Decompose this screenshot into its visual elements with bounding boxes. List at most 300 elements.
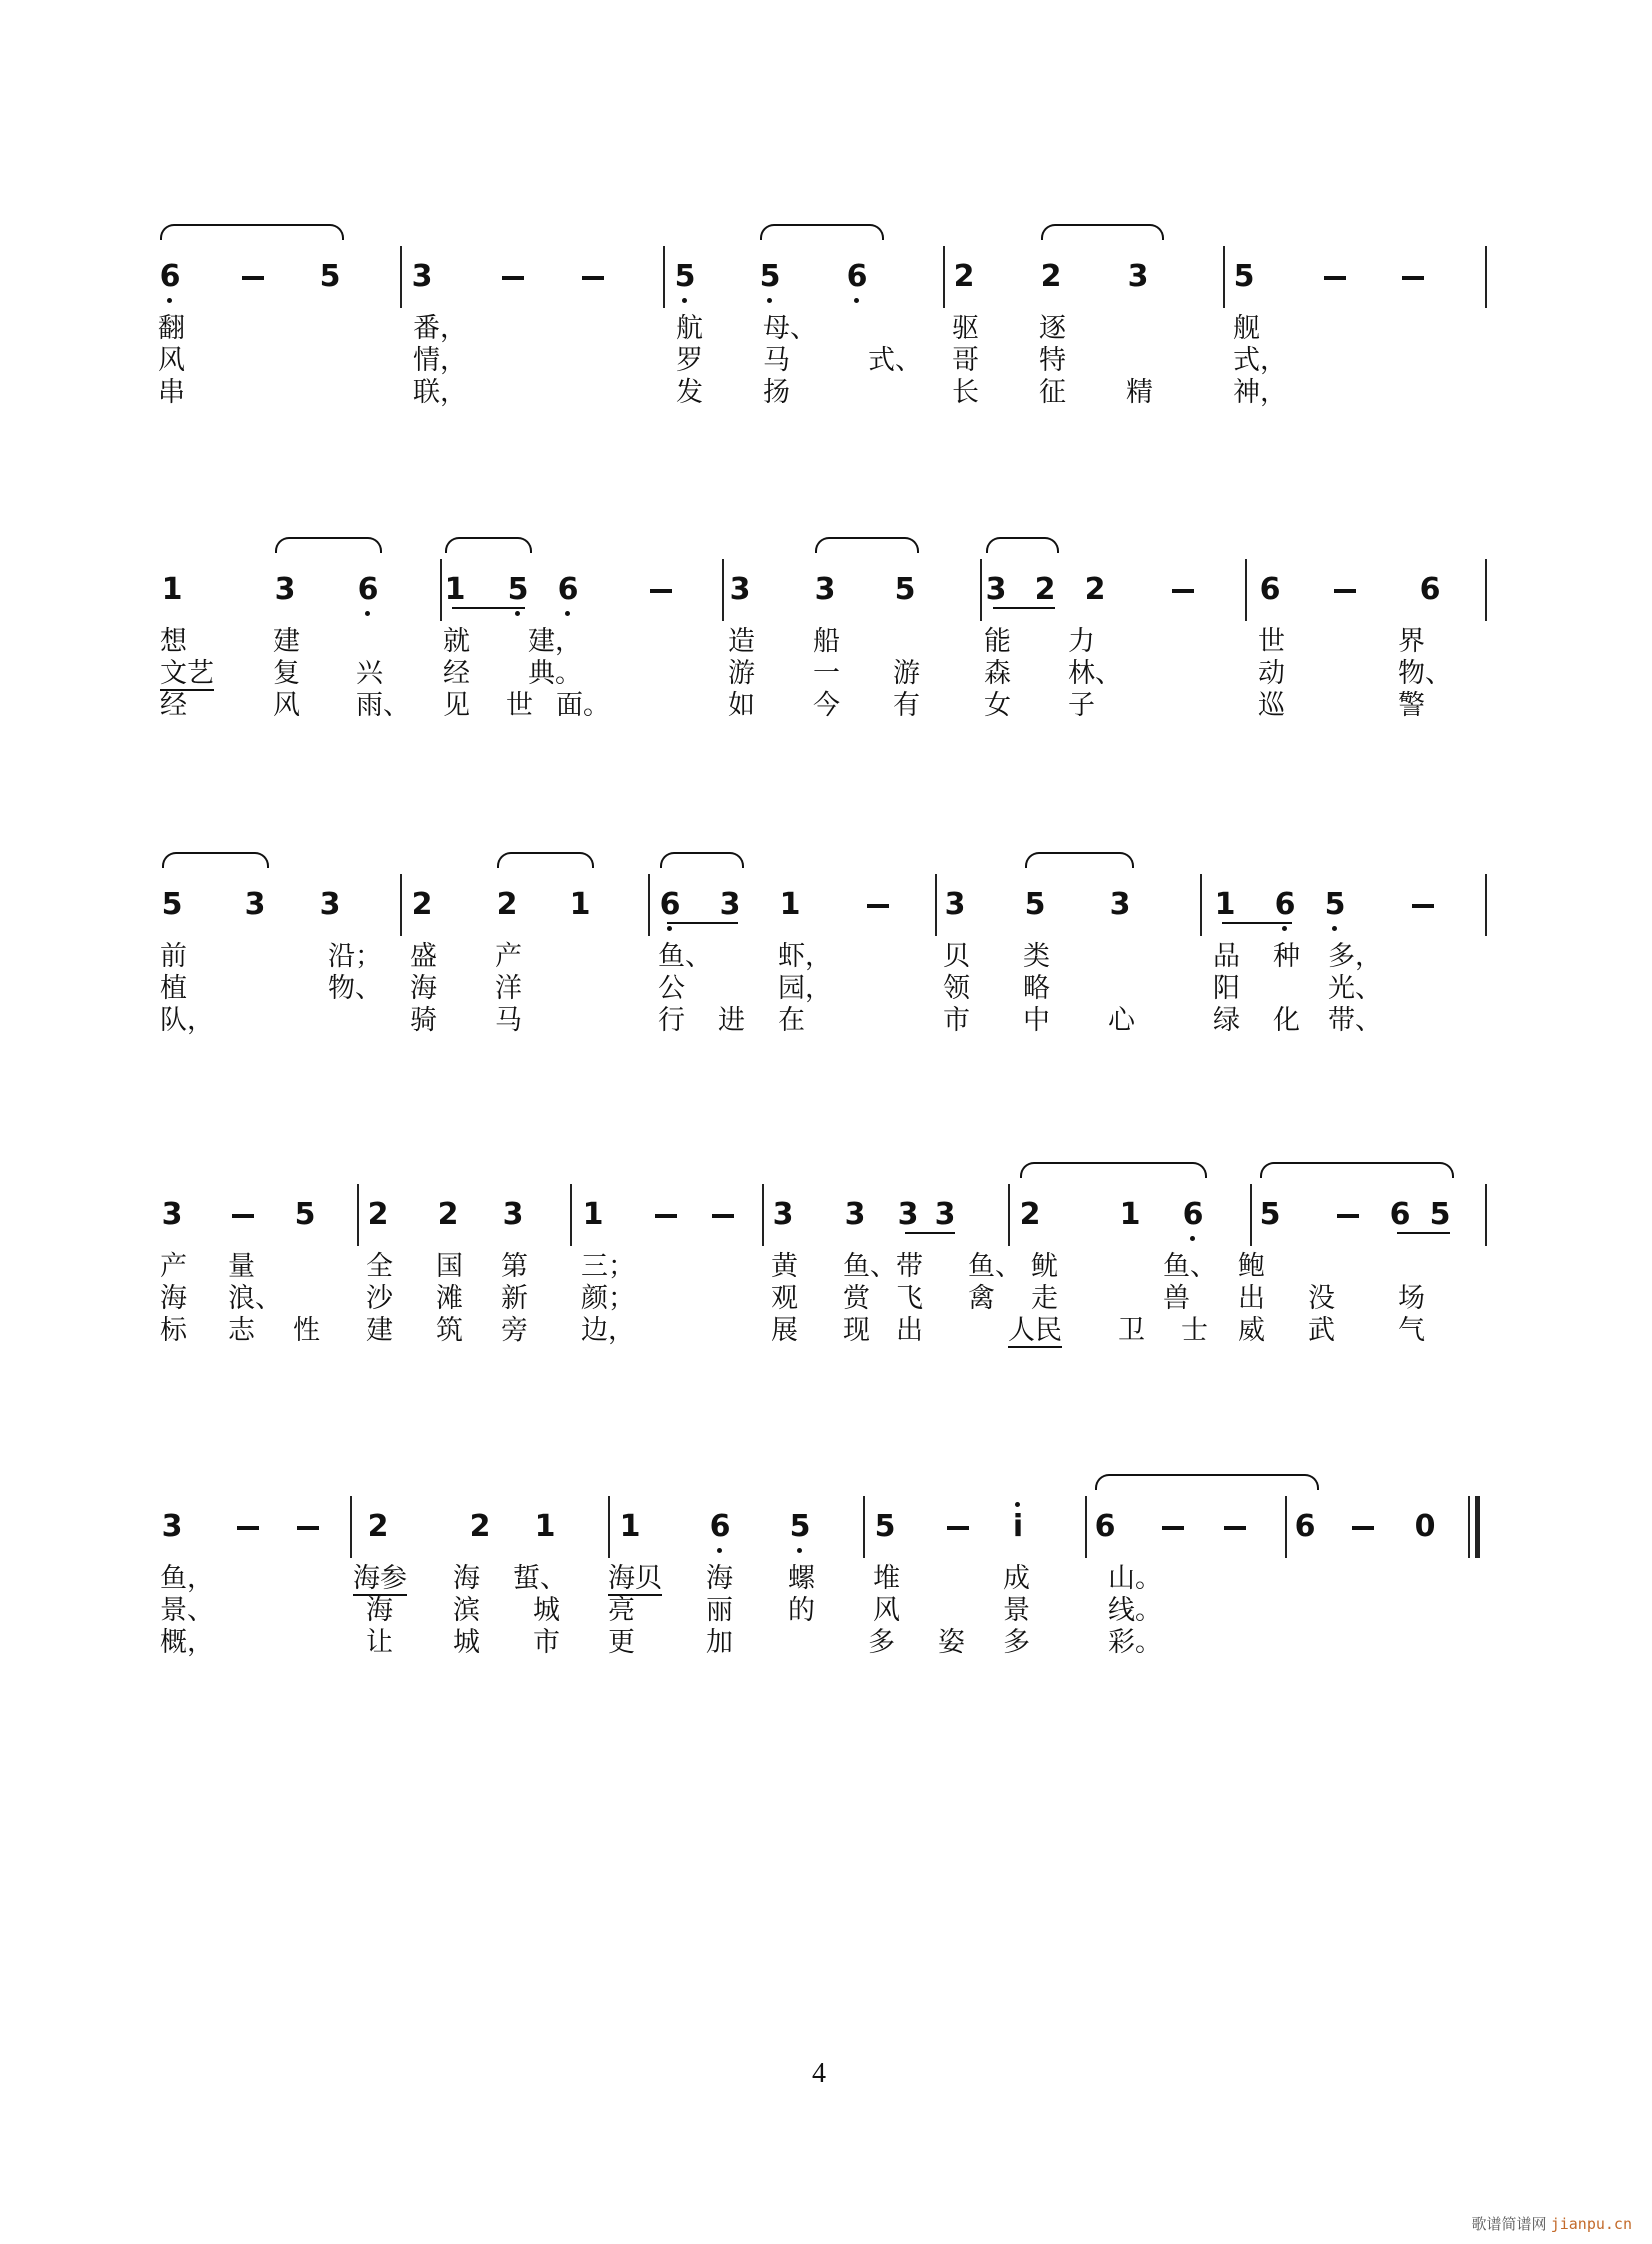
lyric: 经 — [160, 690, 187, 721]
note: 5 — [1233, 259, 1255, 294]
dash — [1172, 589, 1194, 593]
note: 3 — [161, 1197, 183, 1232]
lyric: 逐 — [1039, 313, 1066, 344]
lyric: 海 — [410, 973, 437, 1004]
dash — [582, 276, 604, 280]
dash — [1334, 589, 1356, 593]
barline — [863, 1496, 865, 1558]
lyric: 前 — [160, 941, 187, 972]
lyric: 心 — [1108, 1005, 1135, 1036]
slur — [162, 852, 269, 868]
note: 3 — [814, 572, 836, 607]
dash — [1162, 1526, 1184, 1530]
lyric: 领 — [943, 973, 970, 1004]
note: 5 — [319, 259, 341, 294]
note: 5 — [759, 259, 781, 294]
dash — [867, 904, 889, 908]
lyric: 威 — [1238, 1315, 1265, 1346]
lyric: 黄 — [771, 1251, 798, 1282]
lyric: 略 — [1023, 973, 1050, 1004]
note: 1 — [534, 1509, 556, 1544]
octave-dot-below — [1332, 926, 1337, 931]
lyric: 母、 — [763, 313, 817, 344]
note: 3 — [772, 1197, 794, 1232]
note: 3 — [729, 572, 751, 607]
lyric: 类 — [1023, 941, 1050, 972]
lyric: 螺 — [788, 1563, 815, 1594]
final-barline — [1475, 1496, 1480, 1558]
lyric: 带、 — [1328, 1005, 1382, 1036]
lyric: 式、 — [868, 345, 922, 376]
note: 2 — [437, 1197, 459, 1232]
lyric: 成 — [1003, 1563, 1030, 1594]
octave-dot-below — [667, 926, 672, 931]
octave-dot-below — [797, 1548, 802, 1553]
lyric: 鱼、 — [1163, 1251, 1217, 1282]
lyric: 驱 — [952, 313, 979, 344]
lyric: 女 — [984, 690, 1011, 721]
note: 6 — [1389, 1197, 1411, 1232]
lyric: 产 — [495, 941, 522, 972]
slur — [760, 224, 884, 240]
lyric: 公 — [658, 973, 685, 1004]
lyric: 筑 — [436, 1315, 463, 1346]
barline — [980, 559, 982, 621]
octave-dot-below — [365, 611, 370, 616]
lyric: 风 — [273, 690, 300, 721]
slur — [1041, 224, 1164, 240]
lyric: 展 — [771, 1315, 798, 1346]
note: 6 — [357, 572, 379, 607]
lyric: 加 — [706, 1627, 733, 1658]
note: 6 — [1094, 1509, 1116, 1544]
barline — [1468, 1496, 1470, 1558]
lyric: 精 — [1126, 377, 1153, 408]
lyric: 贝 — [943, 941, 970, 972]
lyric: 姿 — [938, 1627, 965, 1658]
lyric: 发 — [676, 377, 703, 408]
lyric: 景、 — [160, 1595, 214, 1626]
note: 3 — [161, 1509, 183, 1544]
eighth-underline — [993, 607, 1055, 609]
barline — [400, 874, 402, 936]
lyric: 进 — [718, 1005, 745, 1036]
lyric: 舰 — [1233, 313, 1260, 344]
lyric: 面。 — [556, 690, 610, 721]
lyric: 海 — [366, 1595, 393, 1626]
lyric: 子 — [1068, 690, 1095, 721]
octave-dot-below — [515, 611, 520, 616]
lyric: 式， — [1233, 345, 1287, 376]
note: 5 — [1429, 1197, 1451, 1232]
slur — [986, 537, 1059, 553]
lyric: 彩。 — [1108, 1627, 1162, 1658]
lyric: 见 — [443, 690, 470, 721]
lyric: 植 — [160, 973, 187, 1004]
lyric: 有 — [893, 690, 920, 721]
note: 2 — [1040, 259, 1062, 294]
lyric: 盛 — [410, 941, 437, 972]
lyric: 多， — [1328, 941, 1382, 972]
lyric: 光、 — [1328, 973, 1382, 1004]
barline — [1008, 1184, 1010, 1246]
note: 2 — [496, 887, 518, 922]
lyric: 如 — [728, 690, 755, 721]
octave-dot-below — [167, 298, 172, 303]
lyric: 马 — [495, 1005, 522, 1036]
note: 2 — [1034, 572, 1056, 607]
lyric: 建 — [273, 626, 300, 657]
lyric: 多 — [1003, 1627, 1030, 1658]
slur — [497, 852, 594, 868]
note: 5 — [789, 1509, 811, 1544]
slur — [1025, 852, 1134, 868]
dash — [1352, 1526, 1374, 1530]
lyric: 沙 — [366, 1283, 393, 1314]
barline — [1485, 559, 1487, 621]
note: 5 — [161, 887, 183, 922]
lyric: 世 — [1258, 626, 1285, 657]
note: 1 — [1214, 887, 1236, 922]
slur — [1260, 1162, 1454, 1178]
note: 6 — [557, 572, 579, 607]
lyric: 船 — [813, 626, 840, 657]
note: 0 — [1414, 1509, 1436, 1544]
lyric: 力 — [1068, 626, 1095, 657]
lyric: 场 — [1398, 1283, 1425, 1314]
note: 1 — [619, 1509, 641, 1544]
eighth-underline — [1397, 1232, 1450, 1234]
lyric: 经 — [443, 658, 470, 689]
barline — [440, 559, 442, 621]
slur — [160, 224, 344, 240]
lyric: 海参 — [353, 1563, 407, 1594]
lyric: 景 — [1003, 1595, 1030, 1626]
lyric: 气 — [1398, 1315, 1425, 1346]
lyric: 市 — [533, 1627, 560, 1658]
note: 2 — [367, 1509, 389, 1544]
lyric: 队， — [160, 1005, 214, 1036]
lyric: 品 — [1213, 941, 1240, 972]
lyric: 世 — [506, 690, 533, 721]
barline — [1223, 246, 1225, 308]
note: 1 — [444, 572, 466, 607]
eighth-underline — [1222, 922, 1292, 924]
barline — [1485, 874, 1487, 936]
slur — [275, 537, 382, 553]
dash — [1337, 1214, 1359, 1218]
barline — [648, 874, 650, 936]
lyric: 番， — [413, 313, 467, 344]
octave-dot-below — [717, 1548, 722, 1553]
lyric: 出 — [896, 1315, 923, 1346]
lyric: 翻 — [158, 313, 185, 344]
lyric: 风 — [873, 1595, 900, 1626]
lyric: 兽 — [1163, 1283, 1190, 1314]
note: 3 — [1109, 887, 1131, 922]
lyric: 串 — [158, 377, 185, 408]
lyric: 滩 — [436, 1283, 463, 1314]
note: 2 — [367, 1197, 389, 1232]
lyric: 市 — [943, 1005, 970, 1036]
dash — [650, 589, 672, 593]
octave-dot-below — [682, 298, 687, 303]
lyric: 三； — [581, 1251, 635, 1282]
lyric: 林、 — [1068, 658, 1122, 689]
lyric: 观 — [771, 1283, 798, 1314]
lyric: 就 — [443, 626, 470, 657]
lyric: 城 — [533, 1595, 560, 1626]
slur — [660, 852, 744, 868]
lyric: 今 — [813, 690, 840, 721]
barline — [1485, 1184, 1487, 1246]
lyric: 多 — [868, 1627, 895, 1658]
note: 3 — [719, 887, 741, 922]
lyric: 出 — [1238, 1283, 1265, 1314]
lyric: 行 — [658, 1005, 685, 1036]
note: 1 — [1119, 1197, 1141, 1232]
lyric: 物、 — [1398, 658, 1452, 689]
note: 6 — [846, 259, 868, 294]
lyric: 海 — [453, 1563, 480, 1594]
lyric: 性 — [293, 1315, 320, 1346]
lyric: 鱿 — [1031, 1251, 1058, 1282]
lyric: 颜； — [581, 1283, 635, 1314]
lyric: 第 — [501, 1251, 528, 1282]
barline — [1245, 559, 1247, 621]
lyric: 边， — [581, 1315, 635, 1346]
dash — [297, 1526, 319, 1530]
note: 3 — [1127, 259, 1149, 294]
lyric: 丽 — [706, 1595, 733, 1626]
lyric: 中 — [1023, 1005, 1050, 1036]
octave-dot-below — [1190, 1236, 1195, 1241]
note: 3 — [244, 887, 266, 922]
dash — [1324, 276, 1346, 280]
note: 1 — [569, 887, 591, 922]
barline — [570, 1184, 572, 1246]
lyric: 飞 — [896, 1283, 923, 1314]
eighth-underline — [905, 1232, 955, 1234]
dash — [655, 1214, 677, 1218]
barline — [1085, 1496, 1087, 1558]
lyric: 骑 — [410, 1005, 437, 1036]
lyric: 士 — [1181, 1315, 1208, 1346]
octave-dot-below — [767, 298, 772, 303]
lyric: 全 — [366, 1251, 393, 1282]
lyric: 物、 — [328, 973, 382, 1004]
note: 6 — [1274, 887, 1296, 922]
lyric: 武 — [1308, 1315, 1335, 1346]
lyric: 兴 — [356, 658, 383, 689]
note: i — [1012, 1509, 1024, 1544]
lyric: 警 — [1398, 690, 1425, 721]
note: 1 — [582, 1197, 604, 1232]
lyric: 的 — [788, 1595, 815, 1626]
barline — [350, 1496, 352, 1558]
dash — [947, 1526, 969, 1530]
note: 1 — [161, 572, 183, 607]
lyric: 标 — [160, 1315, 187, 1346]
barline — [943, 246, 945, 308]
note: 3 — [844, 1197, 866, 1232]
lyric: 风 — [158, 345, 185, 376]
note: 5 — [507, 572, 529, 607]
watermark-cn: 歌谱简谱网 — [1471, 2216, 1547, 2233]
note: 2 — [1084, 572, 1106, 607]
lyric: 典。 — [528, 658, 582, 689]
lyric: 想 — [160, 626, 187, 657]
lyric: 界 — [1398, 626, 1425, 657]
lyric: 沿； — [328, 941, 382, 972]
lyric: 园， — [778, 973, 832, 1004]
lyric: 造 — [728, 626, 755, 657]
note: 6 — [1294, 1509, 1316, 1544]
lyric: 堆 — [873, 1563, 900, 1594]
barline — [663, 246, 665, 308]
lyric: 山。 — [1108, 1563, 1162, 1594]
lyric: 人民 — [1008, 1315, 1062, 1346]
lyric: 虾， — [778, 941, 832, 972]
lyric: 一 — [813, 658, 840, 689]
note: 2 — [469, 1509, 491, 1544]
page-number: 4 — [812, 2058, 826, 2089]
lyric: 化 — [1273, 1005, 1300, 1036]
dash — [1224, 1526, 1246, 1530]
note: 5 — [1024, 887, 1046, 922]
barline — [400, 246, 402, 308]
lyric: 让 — [366, 1627, 393, 1658]
note: 5 — [1259, 1197, 1281, 1232]
note: 6 — [709, 1509, 731, 1544]
slur — [815, 537, 919, 553]
note: 3 — [934, 1197, 956, 1232]
lyric: 扬 — [763, 377, 790, 408]
barline — [1485, 246, 1487, 308]
note: 2 — [953, 259, 975, 294]
lyric: 鱼、 — [968, 1251, 1022, 1282]
lyric: 城 — [453, 1627, 480, 1658]
lyric: 建， — [528, 626, 582, 657]
barline — [722, 559, 724, 621]
octave-dot-below — [565, 611, 570, 616]
note: 3 — [502, 1197, 524, 1232]
dash — [502, 276, 524, 280]
lyric: 建 — [366, 1315, 393, 1346]
lyric: 长 — [952, 377, 979, 408]
lyric: 特 — [1039, 345, 1066, 376]
note: 5 — [1324, 887, 1346, 922]
eighth-underline — [452, 607, 525, 609]
lyric: 没 — [1308, 1283, 1335, 1314]
dash — [237, 1526, 259, 1530]
lyric: 蜇、 — [513, 1563, 567, 1594]
lyric: 鱼， — [160, 1563, 214, 1594]
watermark-en: jianpu.cn — [1550, 2215, 1632, 2233]
barline — [935, 874, 937, 936]
dash — [712, 1214, 734, 1218]
dash — [1412, 904, 1434, 908]
lyric: 产 — [160, 1251, 187, 1282]
lyric: 国 — [436, 1251, 463, 1282]
note: 5 — [894, 572, 916, 607]
lyric: 动 — [1258, 658, 1285, 689]
lyric: 新 — [501, 1283, 528, 1314]
lyric: 洋 — [495, 973, 522, 1004]
note: 5 — [874, 1509, 896, 1544]
lyric: 概， — [160, 1627, 214, 1658]
barline — [762, 1184, 764, 1246]
octave-dot-above — [1015, 1502, 1020, 1507]
lyric: 哥 — [952, 345, 979, 376]
barline — [1285, 1496, 1287, 1558]
lyric: 雨、 — [356, 690, 410, 721]
lyric: 禽 — [968, 1283, 995, 1314]
lyric: 联， — [413, 377, 467, 408]
lyric: 亮 — [608, 1595, 635, 1626]
lyric: 走 — [1031, 1283, 1058, 1314]
note: 3 — [274, 572, 296, 607]
note: 6 — [659, 887, 681, 922]
lyric: 航 — [676, 313, 703, 344]
lyric: 卫 — [1118, 1315, 1145, 1346]
barline — [1200, 874, 1202, 936]
lyric: 海贝 — [608, 1563, 662, 1594]
note: 1 — [779, 887, 801, 922]
lyric: 绿 — [1213, 1005, 1240, 1036]
dash — [1402, 276, 1424, 280]
lyric: 现 — [843, 1315, 870, 1346]
lyric: 带 — [896, 1251, 923, 1282]
note: 3 — [944, 887, 966, 922]
note: 6 — [159, 259, 181, 294]
slur — [445, 537, 532, 553]
lyric: 线。 — [1108, 1595, 1162, 1626]
octave-dot-below — [854, 298, 859, 303]
lyric: 滨 — [453, 1595, 480, 1626]
lyric: 马 — [763, 345, 790, 376]
octave-dot-below — [1282, 926, 1287, 931]
lyric: 复 — [273, 658, 300, 689]
note: 6 — [1182, 1197, 1204, 1232]
slur — [1020, 1162, 1207, 1178]
eighth-underline — [667, 922, 738, 924]
lyric: 神， — [1233, 377, 1287, 408]
dash — [232, 1214, 254, 1218]
lyric: 游 — [728, 658, 755, 689]
lyric: 量 — [228, 1251, 255, 1282]
note: 6 — [1419, 572, 1441, 607]
lyric: 能 — [984, 626, 1011, 657]
note: 5 — [674, 259, 696, 294]
lyric: 巡 — [1258, 690, 1285, 721]
note: 6 — [1259, 572, 1281, 607]
barline — [357, 1184, 359, 1246]
lyric: 情， — [413, 345, 467, 376]
lyric: 文艺 — [160, 658, 214, 689]
note: 3 — [985, 572, 1007, 607]
dash — [242, 276, 264, 280]
lyric: 鱼、 — [658, 941, 712, 972]
lyric: 志 — [228, 1315, 255, 1346]
lyric: 更 — [608, 1627, 635, 1658]
barline — [1250, 1184, 1252, 1246]
barline — [608, 1496, 610, 1558]
lyric: 鱼、 — [843, 1251, 897, 1282]
note: 2 — [411, 887, 433, 922]
lyric: 赏 — [843, 1283, 870, 1314]
lyric: 海 — [160, 1283, 187, 1314]
